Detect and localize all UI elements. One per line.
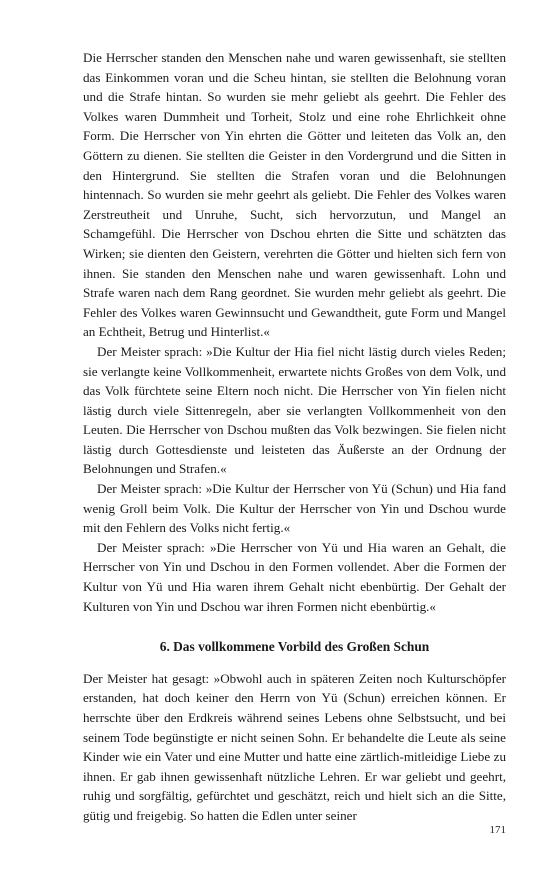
section-heading: 6. Das vollkommene Vorbild des Großen Schun [159, 639, 430, 655]
paragraph-1: Die Herrscher standen den Menschen nahe und waren gewissenhaft, sie stellten das Einkommen voran und die Scheu hintan, sie stellten die Belohnung voran und die Strafe hintan. So wurden sie mehr geliebt als geehrt. Die Fehler des Volkes waren Dummheit und Torheit, Stolz und eine rohe Ehrlichkeit ohne Form. Die Herrscher von Yin ehrten die Götter und leiteten das Volk an, den Göttern zu dienen. Sie stellten die Geister in den Vordergrund und die Sitten in den Hintergrund. Sie stellten die Strafen voran und die Belohnungen hintennach. So wurden sie mehr geehrt als geliebt. Die Fehler des Volkes waren Zerstreutheit und Unruhe, Sucht, sich hervorzutun, und Mangel an Schamgefühl. Die Herrscher von Dschou ehrten die Sitte und schätzten das Wirken; sie dienten den Geistern, verehrten die Götter und hielten sich fern von ihnen. Sie standen den Menschen nahe und waren gewissenhaft. Lohn und Strafe waren nach dem Rang geordnet. Sie wurden mehr geliebt als geehrt. Die Fehler des Volkes waren Gewinnsucht und Gewandtheit, gute Form und Mangel an Echtheit, Betrug und Hinterlist.« [83, 50, 506, 340]
paragraph-2: Der Meister sprach: »Die Kultur der Hia fiel nicht lästig durch vieles Reden; sie verlangte keine Vollkommenheit, erwartete nichts Großes von dem Volk, und das Volk fürchtete seine Eltern noch nicht. Die Herrscher von Yin fielen nicht lästig durch viele Sittenregeln, aber sie verlangten Vollkommenheit von den Leuten. Die Herrscher von Dschou mußten das Volk bezwingen. Sie fielen nicht lästig durch Gottesdienste und leisteten das Äußerste an der Ordnung der Belohnungen und Strafen.« [83, 343, 506, 477]
paragraph-3: Der Meister sprach: »Die Kultur der Herrscher von Yü (Schun) und Hia fand wenig Groll beim Volk. Die Kultur der Herrscher von Yin und Dschou wurde mit den Fehlern des Volks nicht fertig.« [83, 481, 506, 536]
page-body [83, 48, 506, 826]
paragraph-5: Der Meister hat gesagt: »Obwohl auch in späteren Zeiten noch Kulturschöpfer erstanden, hat doch keiner den Herrn von Yü (Schun) erreichen können. Er herrschte über den Erdkreis während seines Lebens ohne Selbstsucht, und bei seinem Tode begünstigte er nicht seinen Sohn. Er behandelte die Leute als seine Kinder wie ein Vater und eine Mutter und hatte eine zärtlich-mitleidige Liebe zu ihnen. Er gab ihnen gewissenhaft nützliche Lehren. Er war geliebt und geehrt, ruhig und sorgfältig, gefürchtet und geschätzt, reich und hielt sich an die Sitte, gütig und freigebig. So hatten die Edlen unter seiner [83, 670, 506, 823]
page-number: 171 [489, 824, 506, 836]
paragraph-4: Der Meister sprach: »Die Herrscher von Yü und Hia waren an Gehalt, die Herrscher von Yin und Dschou in den Formen vollendet. Aber die Formen der Kultur von Yü und Hia waren ihrem Gehalt nicht ebenbürtig. Der Gehalt der Kulturen von Yin und Dschou war ihren Formen nicht ebenbürtig.« [83, 539, 506, 614]
